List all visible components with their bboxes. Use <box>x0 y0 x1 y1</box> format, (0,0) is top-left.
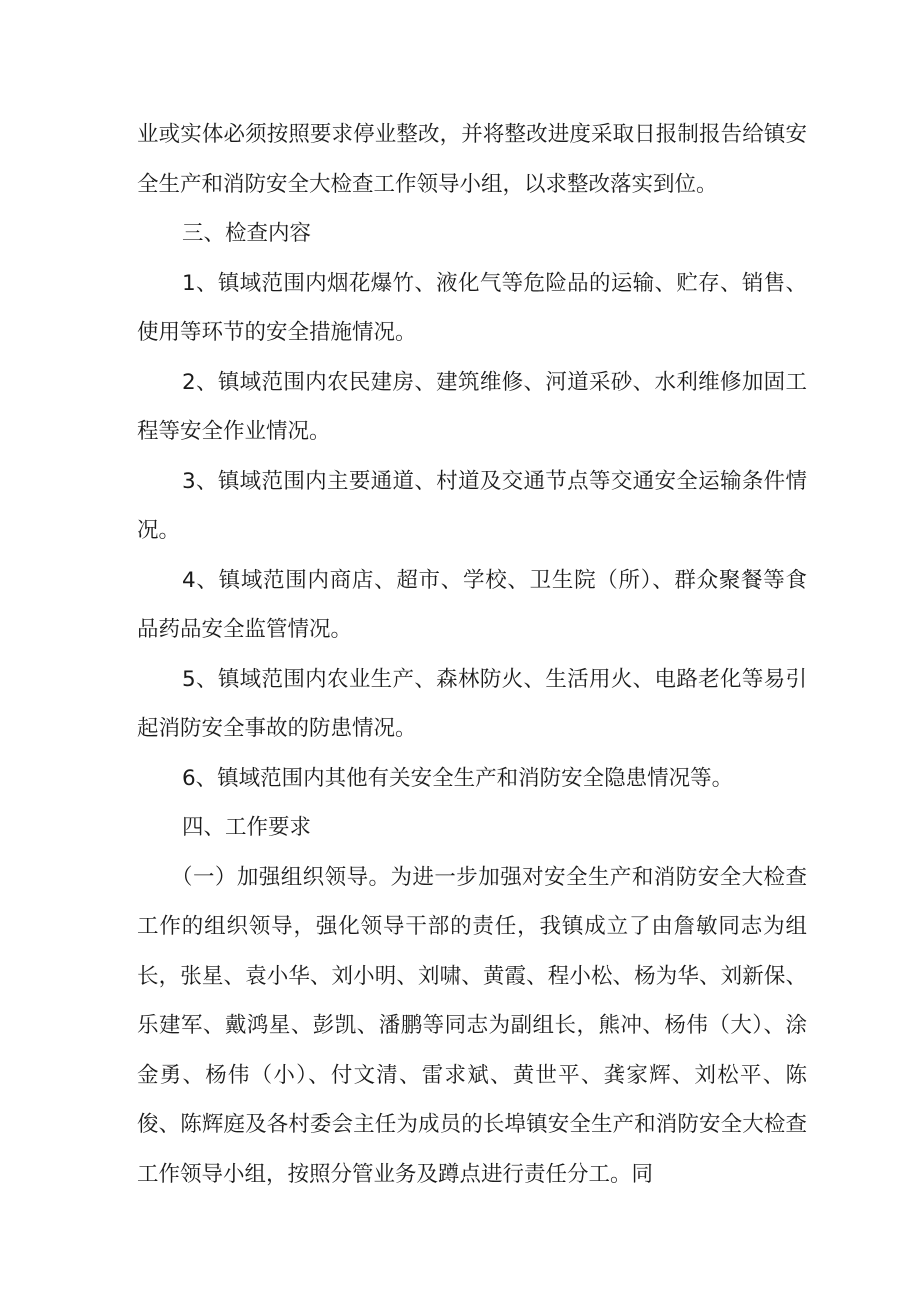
list-item-4: 4、镇域范围内商店、超市、学校、卫生院（所）、群众聚餐等食品药品安全监管情况。 <box>137 567 807 642</box>
subsection-organization-leadership: （一）加强组织领导。为进一步加强对安全生产和消防安全大检查工作的组织领导，强化领导干部的责任，我镇成立了由詹敏同志为组长，张星、袁小华、刘小明、刘啸、黄霞、程小松、杨为华、刘新保、乐建军、戴鸿星、彭凯、潘鹏等同志为副组长，熊冲、杨伟（大）、涂金勇、杨伟（小）、付文清、雷求斌、黄世平、龚家辉、刘松平、陈俊、陈辉庭及各村委会主任为成员的长埠镇安全生产和消防安全大检查工作领导小组，按照分管业务及蹲点进行责任分工。同 <box>137 864 807 1187</box>
paragraph-continuation: 业或实体必须按照要求停业整改，并将整改进度采取日报制报告给镇安全生产和消防安全大检查工作领导小组，以求整改落实到位。 <box>137 122 807 197</box>
list-item-1: 1、镇域范围内烟花爆竹、液化气等危险品的运输、贮存、销售、使用等环节的安全措施情况。 <box>137 270 807 345</box>
document-body <box>137 110 807 1199</box>
list-item-5: 5、镇域范围内农业生产、森林防火、生活用火、电路老化等易引起消防安全事故的防患情况。 <box>137 666 807 741</box>
list-item-2: 2、镇域范围内农民建房、建筑维修、河道采砂、水利维修加固工程等安全作业情况。 <box>137 369 807 444</box>
list-item-3: 3、镇域范围内主要通道、村道及交通节点等交通安全运输条件情况。 <box>137 468 807 543</box>
list-item-6: 6、镇域范围内其他有关安全生产和消防安全隐患情况等。 <box>182 765 734 791</box>
section-heading-inspection-content: 三、检查内容 <box>182 221 312 246</box>
section-heading-work-requirements: 四、工作要求 <box>182 815 312 840</box>
